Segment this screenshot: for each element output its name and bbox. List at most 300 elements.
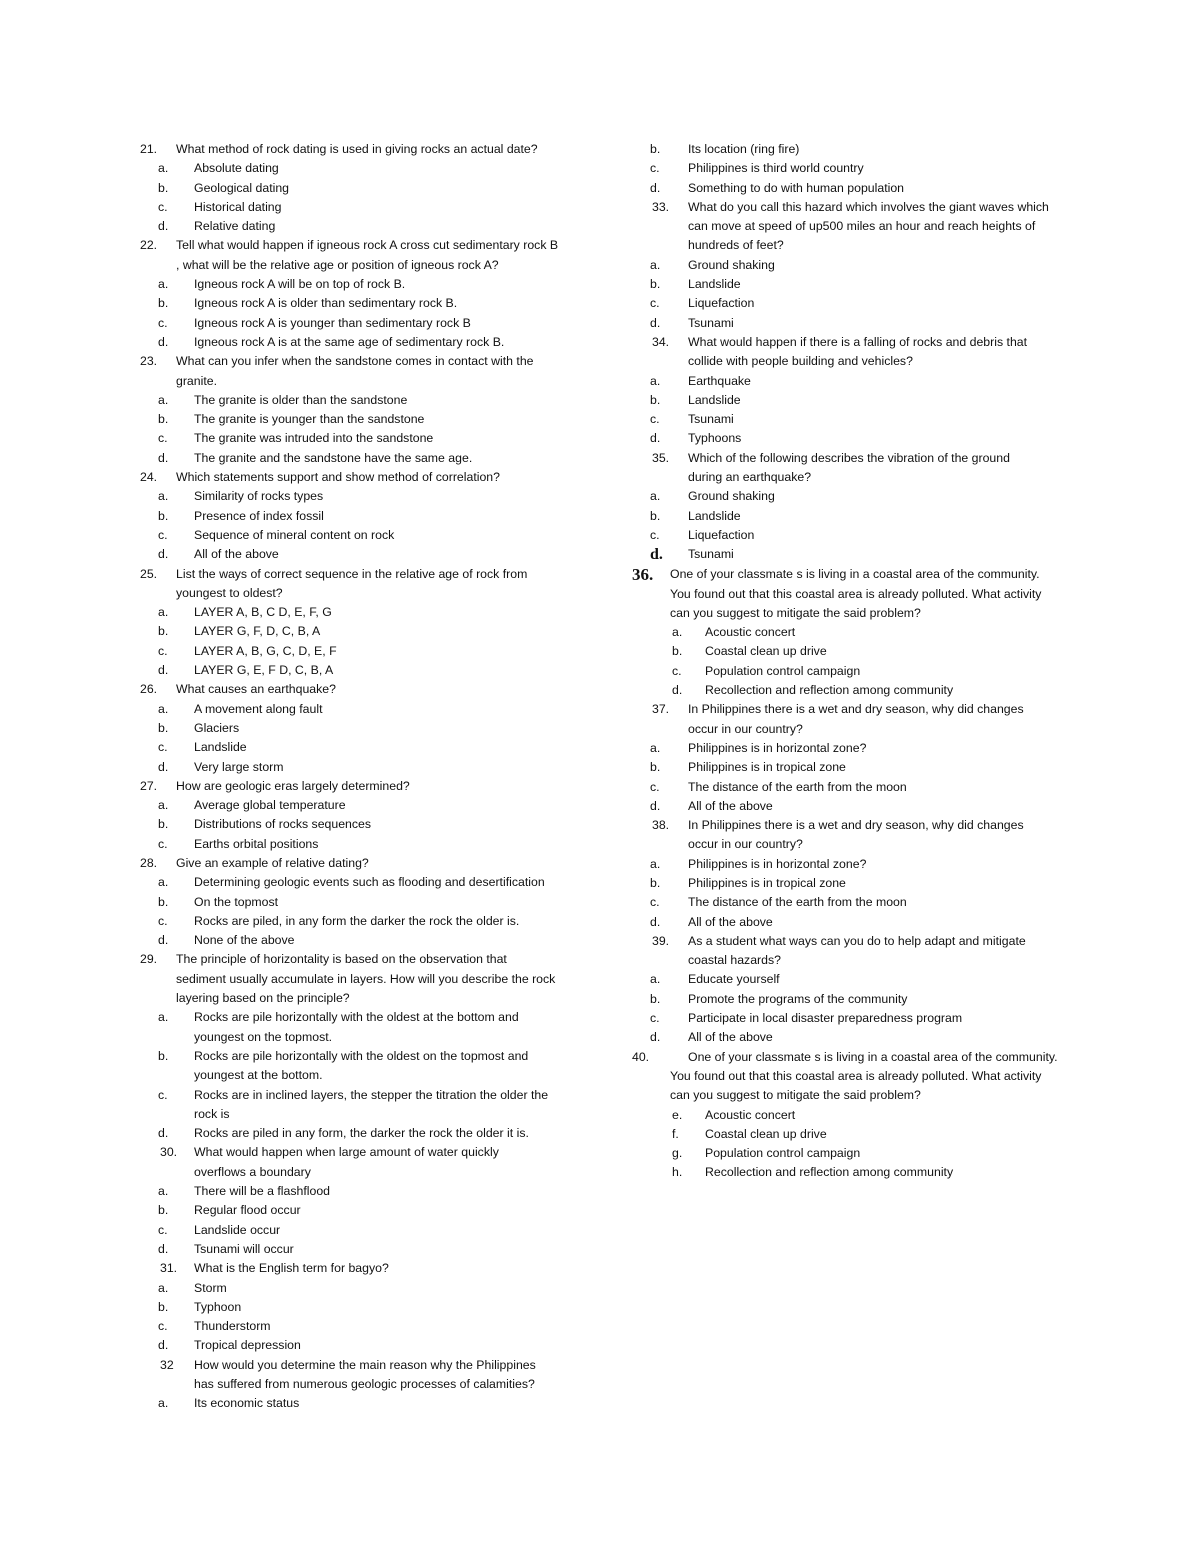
answer-option [140,179,580,198]
item-text: , what will be the relative age or position of igneous rock A? [176,257,499,272]
item-marker: d. [158,759,169,774]
item-text: Earths orbital positions [194,836,319,851]
item-text: can you suggest to mitigate the said problem? [670,1088,921,1103]
item-text: Coastal clean up drive [705,1126,827,1141]
item-text: The granite was intruded into the sandstone [194,431,434,446]
answer-option [140,159,580,178]
item-text: Igneous rock A is older than sedimentary rock B. [194,296,458,311]
item-text: LAYER G, F, D, C, B, A [194,624,321,639]
item-marker: d. [158,334,169,349]
item-text: You found out that this coastal area is already polluted. What activity [670,1068,1042,1083]
question-continuation [632,236,1072,255]
item-marker: a. [650,373,661,388]
answer-option [632,662,1072,681]
answer-option [632,140,1072,159]
answer-option [632,758,1072,777]
question-continuation [632,1086,1072,1105]
item-marker: a. [650,740,661,755]
item-text: granite. [176,373,218,388]
item-text: How would you determine the main reason why the Philippines [194,1357,536,1372]
item-text: Similarity of rocks types [194,489,324,504]
question [140,140,580,159]
item-marker: d. [650,914,661,929]
answer-option [140,1047,580,1066]
item-marker: 40. [632,1049,650,1064]
item-text: What causes an earthquake? [176,682,336,697]
answer-option [632,391,1072,410]
answer-option [140,1182,580,1201]
answer-option [140,815,580,834]
question-continuation [632,468,1072,487]
item-marker: a. [158,798,169,813]
answer-option [140,873,580,892]
item-marker: d. [158,1338,169,1353]
item-marker: 36. [632,564,654,584]
answer-option [140,1086,580,1105]
item-text: What would happen if there is a falling of rocks and debris that [688,334,1028,349]
item-marker: h. [672,1165,683,1180]
question-continuation [140,372,580,391]
answer-option [140,1317,580,1336]
answer-option [632,1028,1072,1047]
answer-option [140,700,580,719]
item-marker: b. [158,508,169,523]
item-marker: d. [650,798,661,813]
item-marker: 26. [140,682,158,697]
item-marker: a. [158,875,169,890]
answer-option-continuation [140,1028,580,1047]
item-text: Average global temperature [194,798,346,813]
answer-option [140,1008,580,1027]
question [140,565,580,584]
item-text: Rocks are pile horizontally with the oldest on the topmost and [194,1048,529,1063]
item-marker: a. [158,701,169,716]
answer-option [140,912,580,931]
answer-option [140,1124,580,1143]
item-marker: b. [158,180,169,195]
question [140,680,580,699]
item-text: One of your classmate s is living in a coastal area of the community. [688,1049,1058,1064]
item-text: All of the above [688,798,773,813]
item-text: overflows a boundary [194,1164,311,1179]
item-text: The granite is older than the sandstone [194,392,408,407]
answer-option [632,507,1072,526]
item-marker: a. [650,257,661,272]
item-marker: c. [650,412,660,427]
answer-option [140,449,580,468]
answer-option [140,275,580,294]
question [140,1356,580,1375]
question [632,932,1072,951]
answer-option [140,294,580,313]
question [632,333,1072,352]
item-text: Earthquake [688,373,751,388]
item-marker: a. [650,856,661,871]
question [632,198,1072,217]
item-marker: a. [158,1280,169,1295]
item-text: What method of rock dating is used in giving rocks an actual date? [176,142,538,156]
item-text: Its location (ring fire) [688,142,800,156]
answer-option [632,970,1072,989]
answer-option [632,1106,1072,1125]
item-marker: 23. [140,354,158,369]
item-marker: 33. [652,199,670,214]
item-text: Rocks are piled, in any form the darker the rock the older is. [194,913,520,928]
answer-option [632,429,1072,448]
item-text: Ground shaking [688,489,775,504]
item-marker: c. [650,779,660,794]
item-marker: b. [158,1048,169,1063]
item-text: Philippines is in horizontal zone? [688,740,867,755]
item-marker: 30. [160,1145,178,1160]
answer-option [140,893,580,912]
question [140,777,580,796]
item-text: Igneous rock A is at the same age of sedimentary rock B. [194,334,505,349]
item-text: Tsunami will occur [194,1241,294,1256]
question [632,565,1072,585]
item-text: Very large storm [194,759,284,774]
answer-option-continuation [140,1105,580,1124]
answer-option [140,1298,580,1317]
item-marker: c. [650,527,660,542]
item-text: layering based on the principle? [176,991,350,1006]
item-text: Storm [194,1280,227,1295]
item-marker: b. [650,991,661,1006]
item-marker: b. [158,624,169,639]
answer-option [140,333,580,352]
item-text: Population control campaign [705,1146,861,1161]
item-text: Tropical depression [194,1338,301,1353]
item-text: during an earthquake? [688,470,812,485]
item-text: Igneous rock A is younger than sedimentary rock B [194,315,471,330]
answer-option [140,931,580,950]
item-text: LAYER G, E, F D, C, B, A [194,663,334,678]
item-marker: a. [672,625,683,640]
item-marker: 38. [652,818,670,833]
item-text: sediment usually accumulate in layers. How will you describe the rock [176,971,556,986]
item-marker: f. [672,1126,679,1141]
item-text: youngest on the topmost. [194,1029,333,1044]
answer-option [140,622,580,641]
answer-option [632,410,1072,429]
item-marker: c. [672,663,682,678]
item-text: Rocks are in inclined layers, the stepper the titration the older the [194,1087,549,1102]
answer-option [140,391,580,410]
question-continuation [632,217,1072,236]
item-text: Determining geologic events such as flooding and desertification [194,875,545,890]
answer-option [140,661,580,680]
item-marker: c. [158,1087,168,1102]
item-marker: 32 [160,1357,174,1372]
item-text: What do you call this hazard which involves the giant waves which [688,199,1049,214]
item-text: youngest at the bottom. [194,1068,323,1083]
item-marker: c. [158,431,168,446]
item-text: The granite and the sandstone have the same age. [194,450,473,465]
item-marker: c. [158,643,168,658]
item-marker: a. [650,489,661,504]
item-text: LAYER A, B, C D, E, F, G [194,605,332,620]
item-marker: b. [650,760,661,775]
item-text: One of your classmate s is living in a coastal area of the community. [670,566,1040,581]
item-marker: 24. [140,470,158,485]
item-marker: d. [158,1126,169,1141]
item-text: Tsunami [688,315,734,330]
item-text: A movement along fault [194,701,323,716]
item-marker: d. [158,219,169,234]
item-text: In Philippines there is a wet and dry season, why did changes [688,818,1024,833]
answer-option [632,256,1072,275]
item-text: Rocks are piled in any form, the darker the rock the older it is. [194,1126,529,1141]
item-text: Tell what would happen if igneous rock A cross cut sedimentary rock B [176,238,559,253]
answer-option [140,1336,580,1355]
item-text: Philippines is in horizontal zone? [688,856,867,871]
item-marker: d. [158,933,169,948]
item-text: collide with people building and vehicles? [688,354,913,369]
item-marker: a. [650,972,661,987]
item-text: Historical dating [194,199,282,214]
answer-option [632,855,1072,874]
item-text: Ground shaking [688,257,775,272]
item-text: can move at speed of up500 miles an hour and reach heights of [688,219,1036,234]
item-marker: c. [158,913,168,928]
item-marker: b. [158,894,169,909]
item-text: Landslide occur [194,1222,281,1237]
item-text: The principle of horizontality is based on the observation that [176,952,507,967]
question [632,816,1072,835]
item-marker: b. [158,1299,169,1314]
answer-option [140,487,580,506]
item-text: Liquefaction [688,527,755,542]
answer-option [140,1394,580,1413]
question [632,449,1072,468]
item-marker: a. [158,489,169,504]
answer-option [140,603,580,622]
question-continuation [632,585,1072,604]
question-continuation [140,989,580,1008]
item-marker: a. [158,605,169,620]
item-marker: d. [650,315,661,330]
item-marker: d. [158,1241,169,1256]
item-text: The distance of the earth from the moon [688,779,907,794]
item-text: occur in our country? [688,721,803,736]
answer-option [140,217,580,236]
right-column [632,140,1072,1183]
item-marker: a. [158,161,169,176]
answer-option [140,642,580,661]
question-continuation [632,604,1072,623]
item-text: Its economic status [194,1396,300,1411]
item-text: How are geologic eras largely determined? [176,778,410,793]
item-text: Tsunami [688,547,734,562]
answer-option [632,1009,1072,1028]
item-marker: 37. [652,702,670,717]
item-text: Recollection and reflection among community [705,1165,954,1180]
item-text: coastal hazards? [688,953,781,968]
item-text: Philippines is in tropical zone [688,760,846,775]
question-continuation [140,1375,580,1394]
item-text: Rocks are pile horizontally with the oldest at the bottom and [194,1010,519,1025]
answer-option [140,198,580,217]
item-text: Distributions of rocks sequences [194,817,372,832]
answer-option [140,719,580,738]
item-text: All of the above [688,1030,773,1045]
item-marker: c. [650,161,660,176]
answer-option [632,487,1072,506]
item-marker: c. [158,740,168,755]
item-marker: a. [158,392,169,407]
item-text: Philippines is in tropical zone [688,875,846,890]
item-marker: 35. [652,450,670,465]
item-text: On the topmost [194,894,279,909]
answer-option [140,1240,580,1259]
item-text: Absolute dating [194,161,279,176]
item-text: Which of the following describes the vibration of the ground [688,450,1010,465]
answer-option [632,1125,1072,1144]
question-continuation [632,835,1072,854]
item-text: None of the above [194,933,295,948]
answer-option [140,758,580,777]
item-marker: c. [650,895,660,910]
item-marker: d. [158,663,169,678]
item-text: can you suggest to mitigate the said problem? [670,605,921,620]
item-text: Igneous rock A will be on top of rock B. [194,277,406,292]
item-marker: b. [158,1203,169,1218]
item-text: Presence of index fossil [194,508,324,523]
item-text: The distance of the earth from the moon [688,895,907,910]
answer-option [632,372,1072,391]
item-marker: e. [672,1107,683,1122]
item-marker: a. [158,1010,169,1025]
item-text: What is the English term for bagyo? [194,1261,389,1276]
answer-option [140,526,580,545]
answer-option [632,990,1072,1009]
item-text: All of the above [194,547,279,562]
item-text: Landslide [688,277,741,292]
answer-option [632,314,1072,333]
answer-option [632,159,1072,178]
item-marker: b. [158,412,169,427]
answer-option [632,739,1072,758]
item-text: Geological dating [194,180,290,195]
item-text: What can you infer when the sandstone comes in contact with the [176,354,534,369]
item-marker: c. [158,836,168,851]
answer-option [632,797,1072,816]
question [140,1259,580,1278]
item-marker: c. [158,527,168,542]
answer-option [632,526,1072,545]
item-text: Philippines is third world country [688,161,864,176]
item-text: The granite is younger than the sandstone [194,412,425,427]
item-text: Thunderstorm [194,1319,271,1334]
answer-option [632,778,1072,797]
item-marker: b. [158,817,169,832]
item-text: All of the above [688,914,773,929]
item-text: Regular flood occur [194,1203,301,1218]
item-marker: 25. [140,566,158,581]
item-marker: d. [158,450,169,465]
answer-option [632,1144,1072,1163]
item-text: has suffered from numerous geologic processes of calamities? [194,1377,535,1391]
item-marker: c. [650,1011,660,1026]
item-text: Typhoon [194,1299,242,1314]
item-marker: b. [650,875,661,890]
item-marker: b. [158,296,169,311]
item-marker: c. [650,296,660,311]
question [632,700,1072,719]
left-column [140,140,580,1414]
question-continuation [632,720,1072,739]
item-marker: 27. [140,778,158,793]
item-marker: 22. [140,238,158,253]
question [140,854,580,873]
item-marker: d. [650,431,661,446]
answer-option [140,507,580,526]
item-text: Population control campaign [705,663,861,678]
item-text: You found out that this coastal area is already polluted. What activity [670,586,1042,601]
item-text: Give an example of relative dating? [176,855,369,870]
item-text: Tsunami [688,412,734,427]
item-text: Which statements support and show method of correlation? [176,470,500,485]
item-marker: b. [650,392,661,407]
item-marker: 29. [140,952,158,967]
item-marker: 21. [140,142,158,156]
item-marker: 39. [652,933,670,948]
item-marker: g. [672,1146,683,1161]
item-marker: b. [158,720,169,735]
item-text: LAYER A, B, G, C, D, E, F [194,643,337,658]
item-text: What would happen when large amount of water quickly [194,1145,499,1160]
item-text: Promote the programs of the community [688,991,908,1006]
answer-option [140,429,580,448]
item-marker: 34. [652,334,670,349]
item-marker: b. [650,142,661,156]
answer-option [632,275,1072,294]
answer-option [632,623,1072,642]
item-marker: c. [158,199,168,214]
item-marker: b. [650,508,661,523]
item-text: Sequence of mineral content on rock [194,527,395,542]
item-marker: b. [650,277,661,292]
item-marker: d. [672,683,683,698]
item-marker: 28. [140,855,158,870]
item-marker: a. [158,1184,169,1199]
answer-option [140,1201,580,1220]
item-text: occur in our country? [688,837,803,852]
item-text: Something to do with human population [688,180,905,195]
item-marker: 31. [160,1261,178,1276]
item-text: In Philippines there is a wet and dry season, why did changes [688,702,1024,717]
item-text: List the ways of correct sequence in the relative age of rock from [176,566,528,581]
item-marker: d. [650,546,663,564]
item-text: rock is [194,1106,230,1121]
item-text: Acoustic concert [705,625,796,640]
question [140,236,580,255]
item-text: Coastal clean up drive [705,644,827,659]
question-continuation [140,256,580,275]
answer-option [140,1221,580,1240]
answer-option [632,545,1072,564]
item-text: Acoustic concert [705,1107,796,1122]
item-text: There will be a flashflood [194,1184,331,1199]
item-text: As a student what ways can you do to help adapt and mitigate [688,933,1026,948]
answer-option [140,410,580,429]
item-text: Educate yourself [688,972,780,987]
item-text: Glaciers [194,720,240,735]
answer-option [632,893,1072,912]
answer-option [140,738,580,757]
question [632,1048,1072,1067]
item-marker: a. [158,1396,169,1411]
